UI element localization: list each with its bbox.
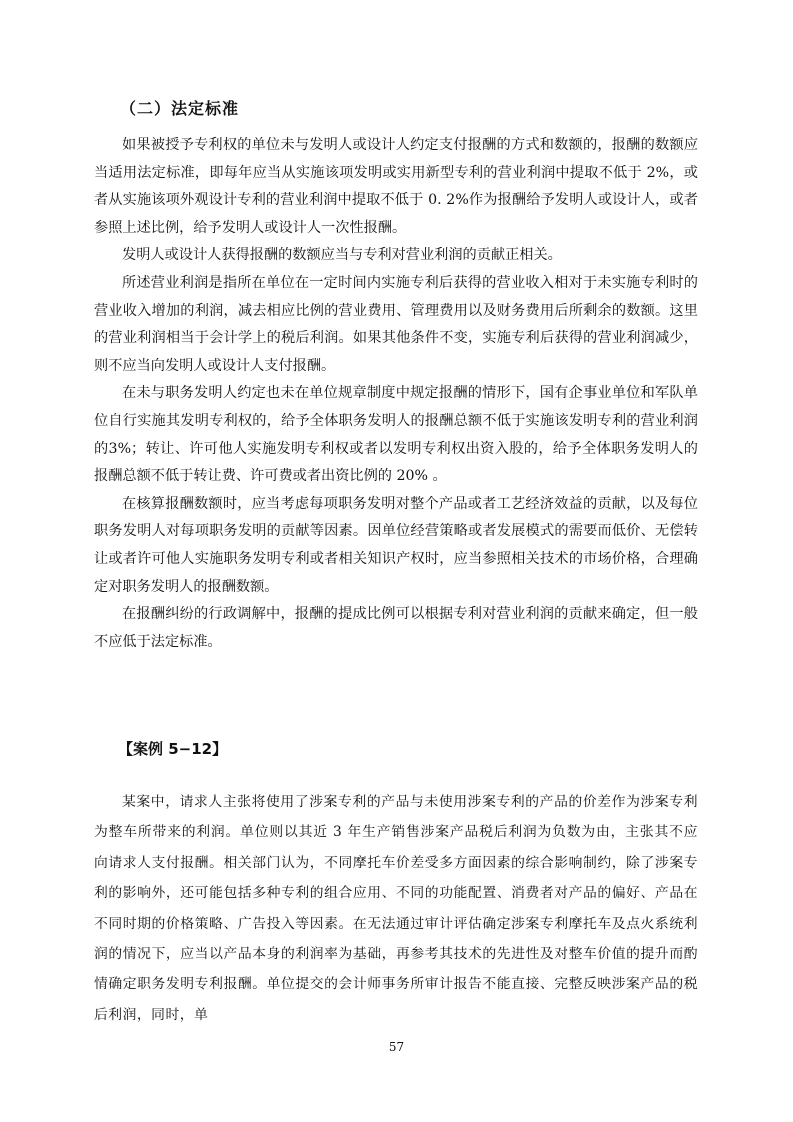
paragraph: 所述营业利润是指所在单位在一定时间内实施专利后获得的营业收入相对于未实施专利时的营业收入增加的利润，减去相应比例的营业费用、管理费用以及财务费用后所剩余的数额。这里的营业利润相当于会计学上的税后利润。如果其他条件不变，实施专利后获得的营业利润减少，则不应当向发明人或设计人支付报酬。 [94,274,698,374]
section-heading: （二）法定标准 [120,99,240,118]
page-number: 57 [388,1040,405,1054]
paragraph: 在核算报酬数额时，应当考虑每项职务发明对整个产品或者工艺经济效益的贡献，以及每位职务发明人对每项职务发明的贡献等因素。因单位经营策略或者发展模式的需要而低价、无偿转让或者许可他人实施职务发明专利或者相关知识产权时，应当参照相关技术的市场价格，合理确定对职务发明人的报酬数额。 [94,495,698,595]
case-title: 【案例 5−12】 [118,740,228,758]
statutory-standard-section [94,132,698,656]
paragraph: 在未与职务发明人约定也未在单位规章制度中规定报酬的情形下，国有企事业单位和军队单位自行实施其发明专利权的，给予全体职务发明人的报酬总额不低于实施该发明专利的营业利润的3%；转让、许可他人实施发明专利权或者以发明专利权出资入股的，给予全体职务发明人的报酬总额不低于转让费、许可费或者出资比例的 20% 。 [94,385,698,485]
case-paragraph: 某案中，请求人主张将使用了涉案专利的产品与未使用涉案专利的产品的价差作为涉案专利为整车所带来的利润。单位则以其近 3 年生产销售涉案产品税后利润为负数为由，主张其不应向请求人支付报酬。相关部门认为，不同摩托车价差受多方面因素的综合影响制约，除了涉案专利的影响外，还可能包括多种专利的组合应用、不同的功能配置、消费者对产品的偏好、产品在不同时期的价格策略、广告投入等因素。在无法通过审计评估确定涉案专利摩托车及点火系统利润的情况下，应当以产品本身的利润率为基础，再参考其技术的先进性及对整车价值的提升而酌情确定职务发明专利报酬。单位提交的会计师事务所审计报告不能直接、完整反映涉案产品的税后利润，同时，单 [94,794,698,1023]
paragraph: 发明人或设计人获得报酬的数额应当与专利对营业利润的贡献正相关。 [122,247,562,264]
paragraph: 在报酬纠纷的行政调解中，报酬的提成比例可以根据专利对营业利润的贡献来确定，但一般不应低于法定标准。 [94,606,698,650]
paragraph: 如果被授予专利权的单位未与发明人或设计人约定支付报酬的方式和数额的，报酬的数额应当适用法定标准，即每年应当从实施该项发明或实用新型专利的营业利润中提取不低于 2%，或者从实施该项外观设计专利的营业利润中提取不低于 0. 2%作为报酬给予发明人或设计人，或者参照上述比例，给予发明人或设计人一次性报酬。 [94,137,698,236]
case-section [94,787,698,1030]
